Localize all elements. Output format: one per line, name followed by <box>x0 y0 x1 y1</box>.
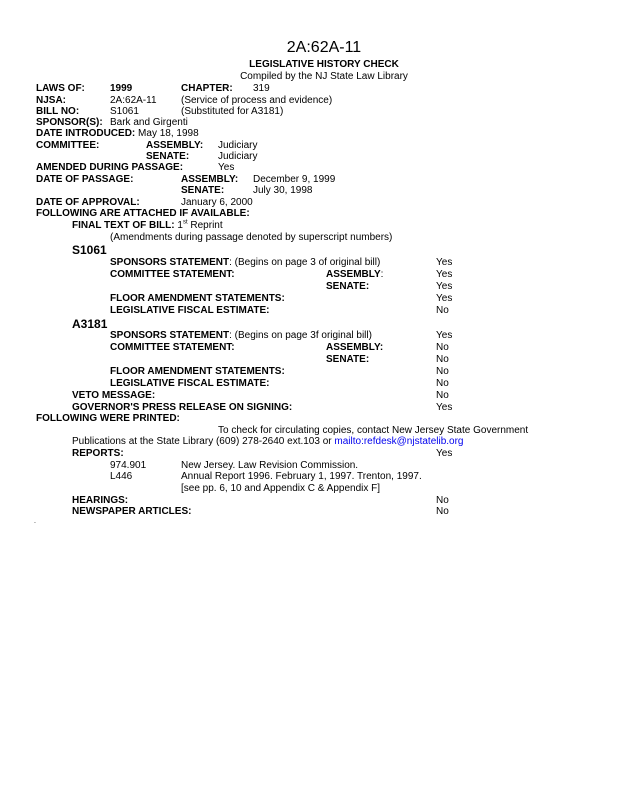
veto-value: No <box>436 390 449 401</box>
refdesk-email-link[interactable]: mailto:refdesk@njstatelib.org <box>334 436 464 447</box>
s1061-committee-senate-label: SENATE: <box>326 281 370 292</box>
a3181-floor-label: FLOOR AMENDMENT STATEMENTS: <box>110 366 285 377</box>
s1061-assembly-colon: : <box>380 269 384 280</box>
a3181-sponsors-label: SPONSORS STATEMENT <box>110 330 230 341</box>
committee-senate-value: Judiciary <box>218 151 258 162</box>
s1061-fiscal-label: LEGISLATIVE FISCAL ESTIMATE: <box>110 305 270 316</box>
veto-label: VETO MESSAGE: <box>72 390 156 401</box>
bill-no-value: S1061 <box>110 106 139 117</box>
report2-call-number: L446 <box>110 471 133 482</box>
s1061-floor-label: FLOOR AMENDMENT STATEMENTS: <box>110 293 285 304</box>
passage-senate-value: July 30, 1998 <box>253 185 313 196</box>
newspaper-label: NEWSPAPER ARTICLES: <box>72 506 192 517</box>
bill-heading-s1061: S1061 <box>72 243 107 257</box>
report2-text: Annual Report 1996. February 1, 1997. Trenton, 1997. <box>181 471 422 482</box>
final-text-label: FINAL TEXT OF BILL: <box>72 220 175 231</box>
a3181-fiscal-value: No <box>436 378 449 389</box>
statute-code: 2A:62A-11 <box>286 39 362 56</box>
s1061-floor-value: Yes <box>436 293 453 304</box>
press-release-label: GOVERNOR'S PRESS RELEASE ON SIGNING: <box>72 402 293 413</box>
report2-note: [see pp. 6, 10 and Appendix C & Appendix F] <box>181 483 381 494</box>
compiled-by: Compiled by the NJ State Law Library <box>240 71 408 82</box>
newspaper-value: No <box>436 506 449 517</box>
a3181-committee-assembly-label: ASSEMBLY: <box>326 342 384 353</box>
date-introduced-value: May 18, 1998 <box>138 128 199 139</box>
a3181-committee-senate-label: SENATE: <box>326 354 370 365</box>
final-text-row <box>72 220 223 231</box>
sponsors-label: SPONSOR(S): <box>36 117 103 128</box>
s1061-committee-assembly-value: Yes <box>436 269 453 280</box>
a3181-committee-senate-value: No <box>436 354 449 365</box>
s1061-sponsors-note: : (Begins on page 3 of original bill) <box>229 257 381 268</box>
bill-no-label: BILL NO: <box>36 106 80 117</box>
passage-label: DATE OF PASSAGE: <box>36 174 134 185</box>
njsa-label: NJSA: <box>36 95 67 106</box>
s1061-committee-assembly-label <box>326 269 383 280</box>
circulating-note-line2 <box>72 436 464 447</box>
s1061-sponsors-label: SPONSORS STATEMENT <box>110 257 230 268</box>
s1061-fiscal-value: No <box>436 305 449 316</box>
report1-text: New Jersey. Law Revision Commission. <box>181 460 359 471</box>
a3181-sponsors-note: : (Begins on page 3f original bill) <box>229 330 372 341</box>
printed-heading: FOLLOWING WERE PRINTED: <box>36 413 180 424</box>
a3181-floor-value: No <box>436 366 449 377</box>
a3181-sponsors-value: Yes <box>436 330 453 341</box>
njsa-value: 2A:62A-11 <box>110 95 157 106</box>
a3181-committee-label: COMMITTEE STATEMENT: <box>110 342 235 353</box>
s1061-sponsors-value: Yes <box>436 257 453 268</box>
passage-assembly-value: December 9, 1999 <box>253 174 336 185</box>
hearings-value: No <box>436 495 449 506</box>
committee-assembly-value: Judiciary <box>218 140 258 151</box>
committee-senate-label: SENATE: <box>146 151 190 162</box>
circulating-note-prefix: Publications at the State Library (609) 278-2640 ext.103 or <box>72 436 335 447</box>
passage-senate-label: SENATE: <box>181 185 225 196</box>
bill-heading-a3181: A3181 <box>72 317 108 331</box>
sponsors-value: Bark and Girgenti <box>110 117 188 128</box>
njsa-description: (Service of process and evidence) <box>181 95 333 106</box>
amended-label: AMENDED DURING PASSAGE: <box>36 162 184 173</box>
amended-value: Yes <box>218 162 235 173</box>
circulating-note-line1: To check for circulating copies, contact New Jersey State Government <box>218 425 529 436</box>
date-introduced-label: DATE INTRODUCED: <box>36 128 136 139</box>
passage-assembly-label: ASSEMBLY: <box>181 174 239 185</box>
attached-heading: FOLLOWING ARE ATTACHED IF AVAILABLE: <box>36 208 250 219</box>
amendments-note: (Amendments during passage denoted by superscript numbers) <box>110 232 393 243</box>
a3181-fiscal-label: LEGISLATIVE FISCAL ESTIMATE: <box>110 378 270 389</box>
s1061-sponsors-row <box>110 257 380 268</box>
final-text-suffix: st <box>182 219 188 226</box>
approval-label: DATE OF APPROVAL: <box>36 197 140 208</box>
report1-call-number: 974.901 <box>110 460 147 471</box>
approval-value: January 6, 2000 <box>181 197 253 208</box>
footer-mark: . <box>34 518 36 525</box>
press-release-value: Yes <box>436 402 453 413</box>
s1061-committee-label: COMMITTEE STATEMENT: <box>110 269 235 280</box>
a3181-sponsors-row <box>110 330 372 341</box>
reports-value: Yes <box>436 448 453 459</box>
s1061-assembly-text: ASSEMBLY <box>326 269 381 280</box>
final-text-number: 1 <box>177 220 183 231</box>
chapter-label: CHAPTER: <box>181 83 233 94</box>
chapter-value: 319 <box>253 83 270 94</box>
s1061-committee-senate-value: Yes <box>436 281 453 292</box>
final-text-value: Reprint <box>190 220 223 231</box>
date-introduced <box>36 128 199 139</box>
document-title: LEGISLATIVE HISTORY CHECK <box>249 59 399 70</box>
hearings-label: HEARINGS: <box>72 495 129 506</box>
laws-of-label: LAWS OF: <box>36 83 85 94</box>
laws-of-value: 1999 <box>110 83 133 94</box>
committee-assembly-label: ASSEMBLY: <box>146 140 204 151</box>
a3181-committee-assembly-value: No <box>436 342 449 353</box>
reports-label: REPORTS: <box>72 448 124 459</box>
committee-label: COMMITTEE: <box>36 140 100 151</box>
bill-no-description: (Substituted for A3181) <box>181 106 284 117</box>
